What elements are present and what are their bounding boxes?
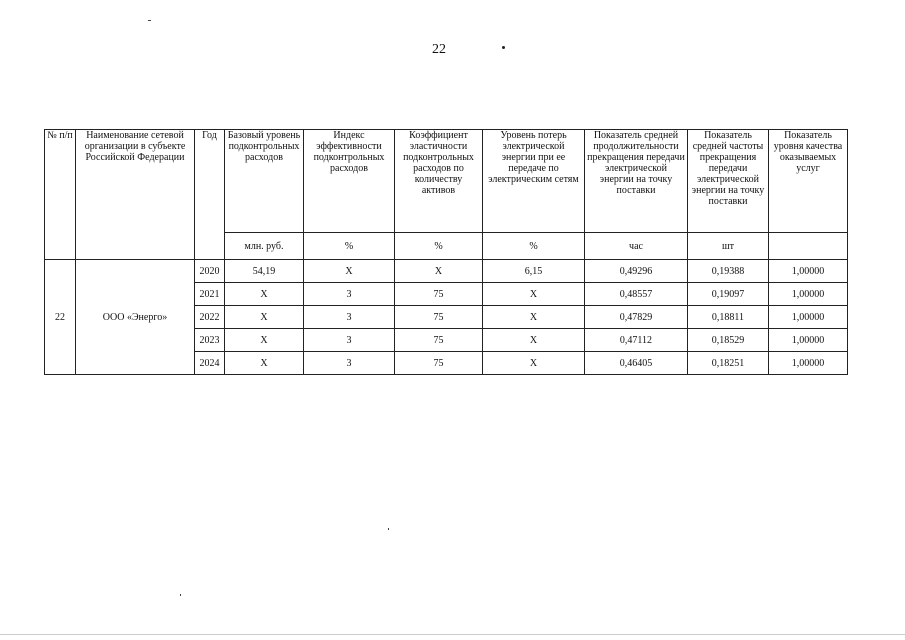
unit-elast: % [395,233,483,260]
scan-dot [502,46,505,49]
cell-loss: 6,15 [483,260,585,283]
cell-freq: 0,19097 [688,283,769,306]
cell-elast: 75 [395,329,483,352]
cell-eff: X [304,260,395,283]
org-num: 22 [45,260,76,375]
header-loss: Уровень потерь электрической энергии при ее передаче по электрическим сетям [483,130,585,233]
cell-base: X [225,306,304,329]
cell-quality: 1,00000 [769,283,848,306]
scan-speck [180,594,181,596]
cell-freq: 0,18251 [688,352,769,375]
header-dur: Показатель средней продолжительности прекращения передачи электрической энергии на точку поставки [585,130,688,233]
cell-quality: 1,00000 [769,306,848,329]
cell-freq: 0,18529 [688,329,769,352]
header-year: Год [195,130,225,260]
header-quality: Показатель уровня качества оказываемых услуг [769,130,848,233]
header-base: Базовый уровень подконтрольных расходов [225,130,304,233]
unit-base: млн. руб. [225,233,304,260]
unit-dur: час [585,233,688,260]
cell-freq: 0,18811 [688,306,769,329]
header-elast: Коэффициент эластичности подконтрольных расходов по количеству активов [395,130,483,233]
org-name: ООО «Энерго» [76,260,195,375]
header-freq: Показатель средней частоты прекращения передачи электрической энергии на точку поставки [688,130,769,233]
cell-loss: X [483,352,585,375]
cell-quality: 1,00000 [769,352,848,375]
unit-freq: шт [688,233,769,260]
cell-eff: 3 [304,329,395,352]
scan-speck [148,20,151,21]
cell-year: 2022 [195,306,225,329]
cell-dur: 0,49296 [585,260,688,283]
header-row [45,130,848,233]
tariff-table [44,129,848,375]
cell-base: 54,19 [225,260,304,283]
cell-dur: 0,47829 [585,306,688,329]
cell-dur: 0,46405 [585,352,688,375]
cell-base: X [225,329,304,352]
header-num: № п/п [45,130,76,260]
unit-quality [769,233,848,260]
page-number: 22 [432,42,446,57]
cell-loss: X [483,306,585,329]
cell-eff: 3 [304,306,395,329]
cell-loss: X [483,283,585,306]
unit-loss: % [483,233,585,260]
cell-dur: 0,48557 [585,283,688,306]
cell-elast: 75 [395,352,483,375]
table-row [45,260,848,283]
header-org: Наименование сетевой организации в субъекте Российской Федерации [76,130,195,260]
unit-eff: % [304,233,395,260]
cell-eff: 3 [304,352,395,375]
cell-eff: 3 [304,283,395,306]
cell-loss: X [483,329,585,352]
cell-year: 2023 [195,329,225,352]
cell-quality: 1,00000 [769,329,848,352]
cell-quality: 1,00000 [769,260,848,283]
cell-elast: 75 [395,306,483,329]
cell-freq: 0,19388 [688,260,769,283]
scan-speck [388,528,389,530]
cell-elast: 75 [395,283,483,306]
cell-year: 2020 [195,260,225,283]
cell-base: X [225,352,304,375]
cell-elast: X [395,260,483,283]
cell-dur: 0,47112 [585,329,688,352]
cell-base: X [225,283,304,306]
page-bottom-edge [0,634,905,635]
header-eff: Индекс эффективности подконтрольных расходов [304,130,395,233]
cell-year: 2024 [195,352,225,375]
cell-year: 2021 [195,283,225,306]
